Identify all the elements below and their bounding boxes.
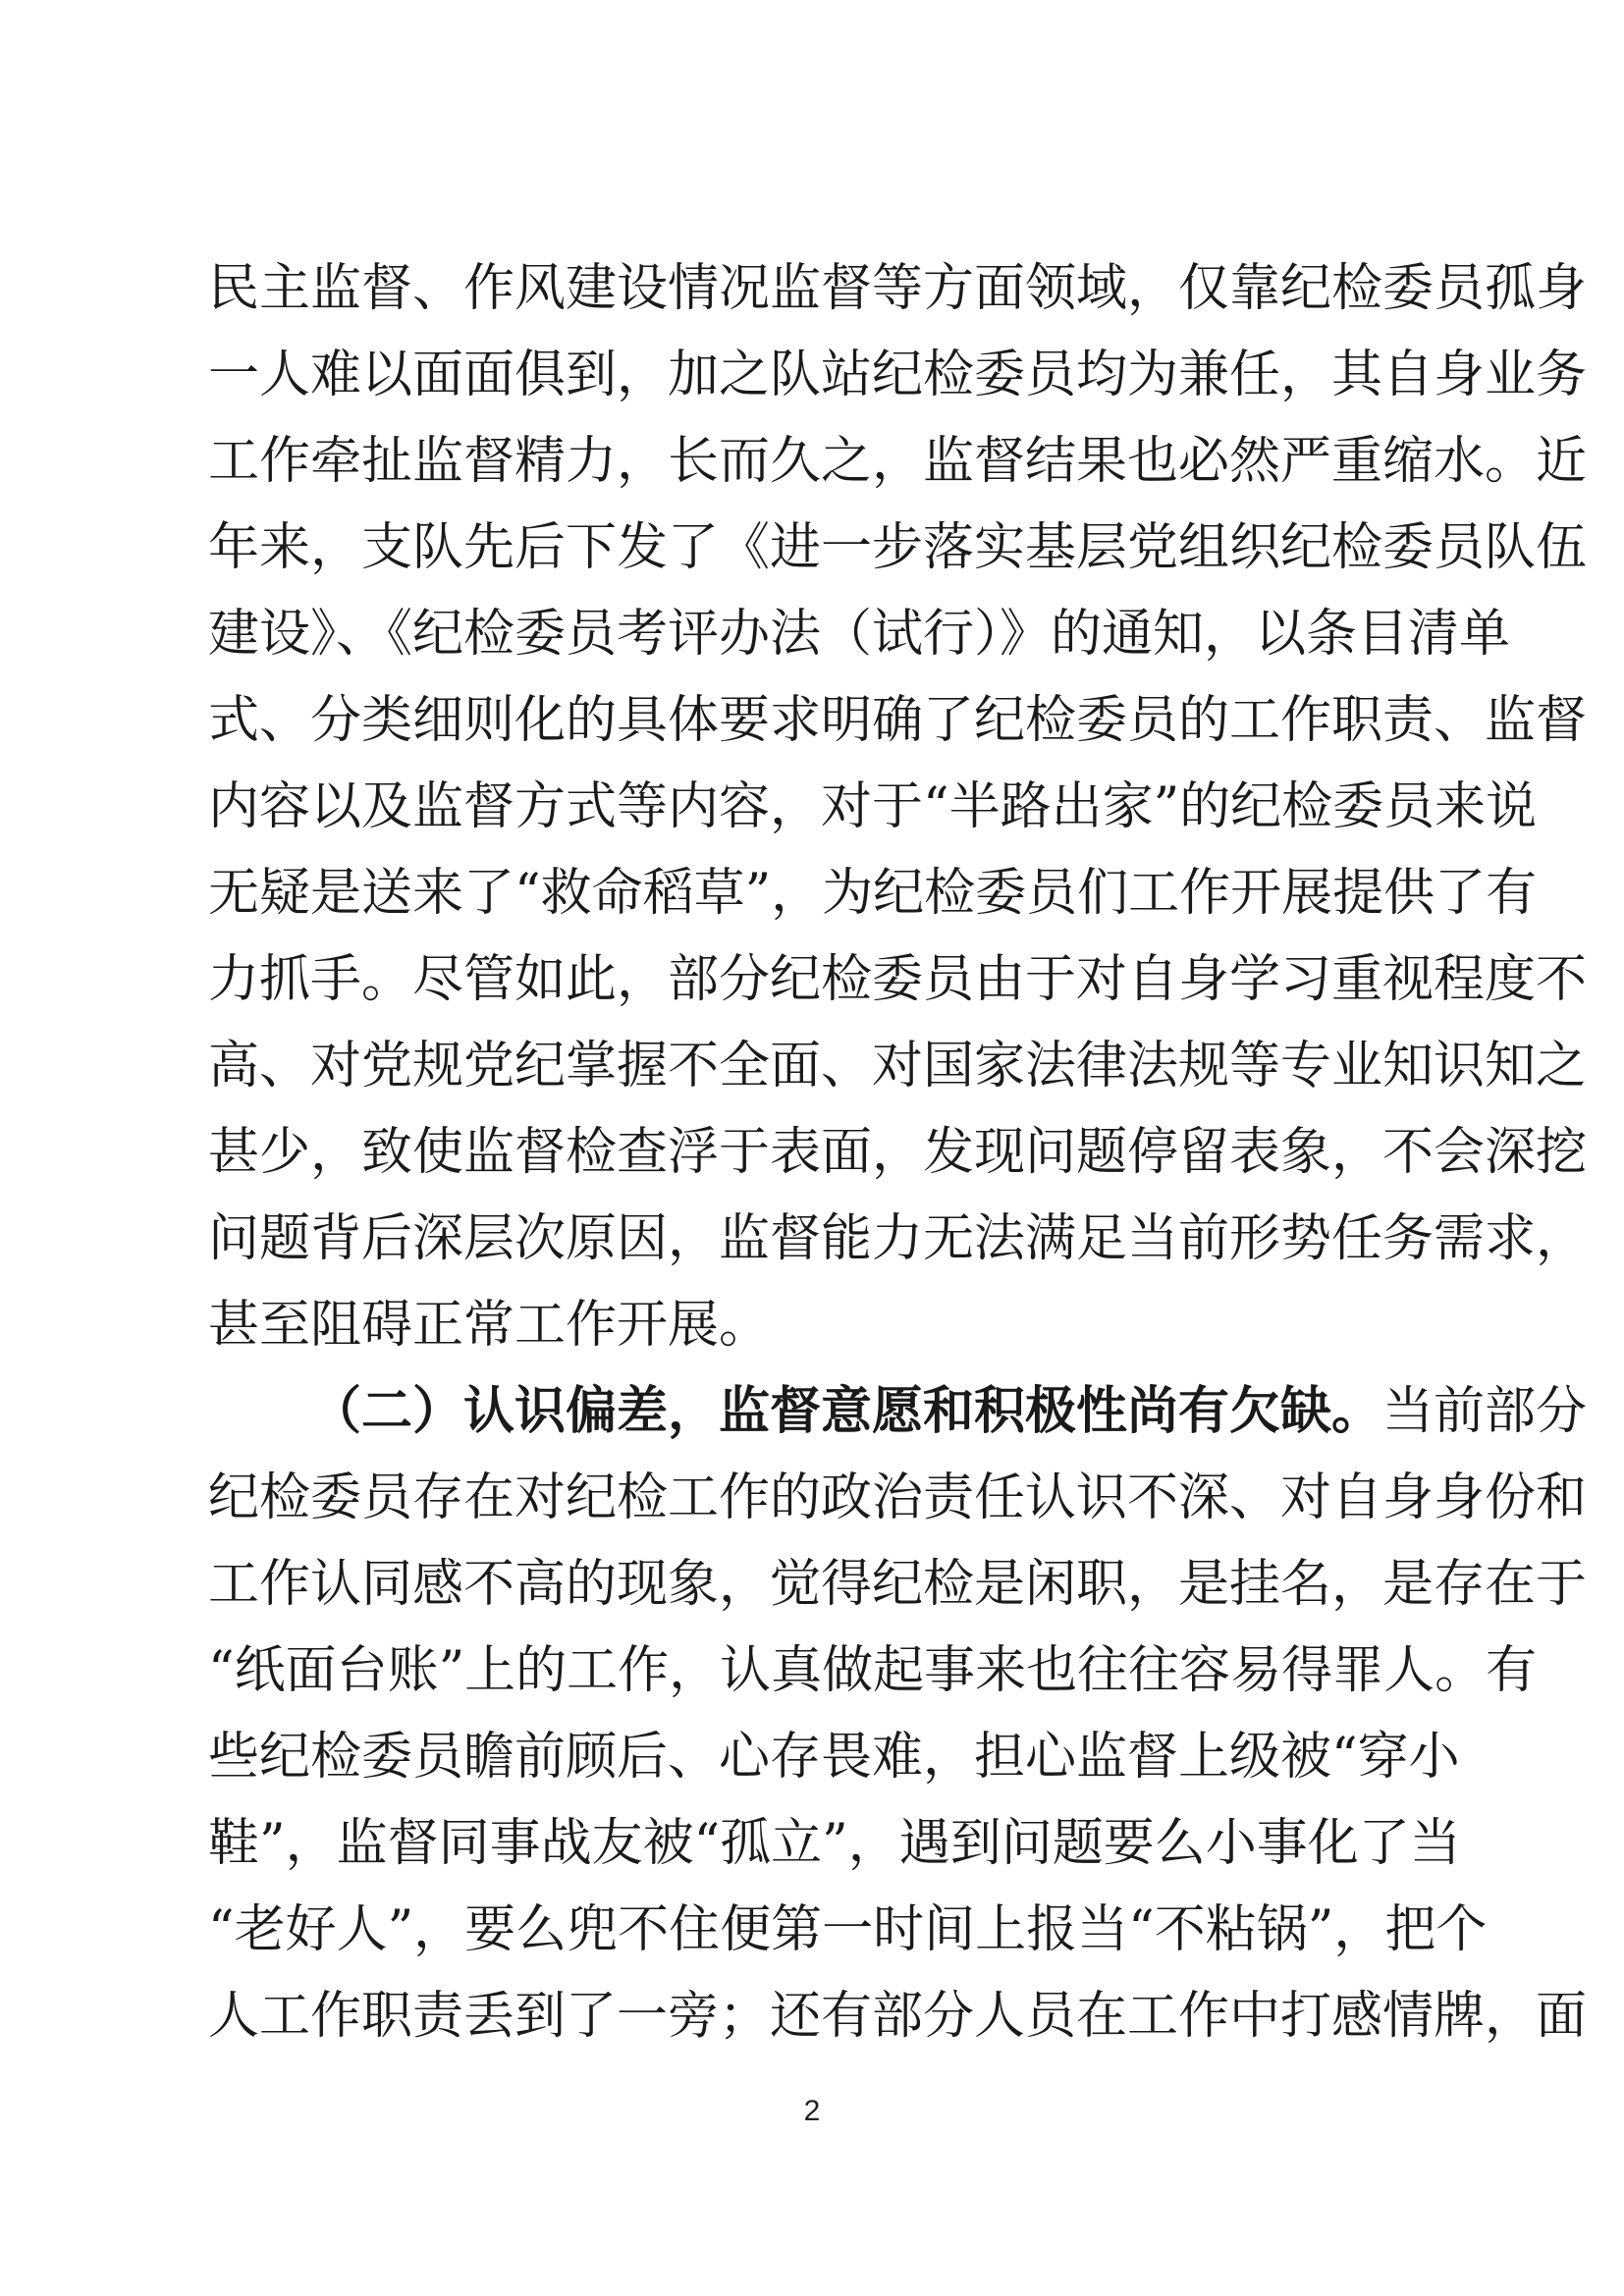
text-line: “纸面台账”上的工作，认真做起事来也往往容易得罪人。有 — [208, 1641, 1538, 1700]
text-line: 年来，支队先后下发了《进一步落实基层党组织纪检委员队伍 — [208, 518, 1588, 577]
text-line: 甚少，致使监督检查浮于表面，发现问题停留表象，不会深挖 — [208, 1123, 1588, 1182]
page-number: 2 — [803, 2095, 821, 2127]
text-line: 纪检委员存在对纪检工作的政治责任认识不深、对自身身份和 — [208, 1468, 1588, 1527]
text-line: 式、分类细则化的具体要求明确了纪检委员的工作职责、监督 — [208, 691, 1588, 750]
text-line: 一人难以面面俱到，加之队站纪检委员均为兼任，其自身业务 — [208, 346, 1588, 404]
body-text — [208, 245, 1588, 2059]
text-line: 力抓手。尽管如此，部分纪检委员由于对自身学习重视程度不 — [208, 950, 1588, 1009]
text-line: 些纪检委员瞻前顾后、心存畏难，担心监督上级被“穿小 — [208, 1728, 1460, 1787]
text-line: 甚至阻碍正常工作开展。 — [208, 1296, 771, 1355]
text-line: “老好人”，要么兜不住便第一时间上报当“不粘锅”，把个 — [208, 1900, 1488, 1959]
text-line: 民主监督、作风建设情况监督等方面领域，仅靠纪检委员孤身 — [208, 259, 1588, 318]
text-line: 无疑是送来了“救命稻草”，为纪检委员们工作开展提供了有 — [208, 864, 1538, 923]
text-line: 内容以及监督方式等内容，对于“半路出家”的纪检委员来说 — [208, 777, 1538, 836]
text-line: 人工作职责丢到了一旁；还有部分人员在工作中打感情牌，面 — [208, 1987, 1588, 2046]
text-line: 问题背后深层次原因，监督能力无法满足当前形势任务需求， — [208, 1209, 1588, 1268]
text-line: 鞋”，监督同事战友被“孤立”，遇到问题要么小事化了当 — [208, 1814, 1461, 1873]
section-heading: （二）认识偏差，监督意愿和积极性尚有欠缺。 — [310, 1381, 1383, 1441]
text-line: 工作牵扯监督精力，长而久之，监督结果也必然严重缩水。近 — [208, 432, 1588, 491]
section-first-line — [208, 1368, 1588, 1455]
section-first-line-text: 当前部分 — [1382, 1382, 1588, 1441]
text-line: 高、对党规党纪掌握不全面、对国家法律法规等专业知识知之 — [208, 1037, 1588, 1095]
text-line: 工作认同感不高的现象，觉得纪检是闲职，是挂名，是存在于 — [208, 1555, 1588, 1614]
text-line: 建设》、《纪检委员考评办法（试行）》的通知，以条目清单 — [208, 605, 1511, 664]
